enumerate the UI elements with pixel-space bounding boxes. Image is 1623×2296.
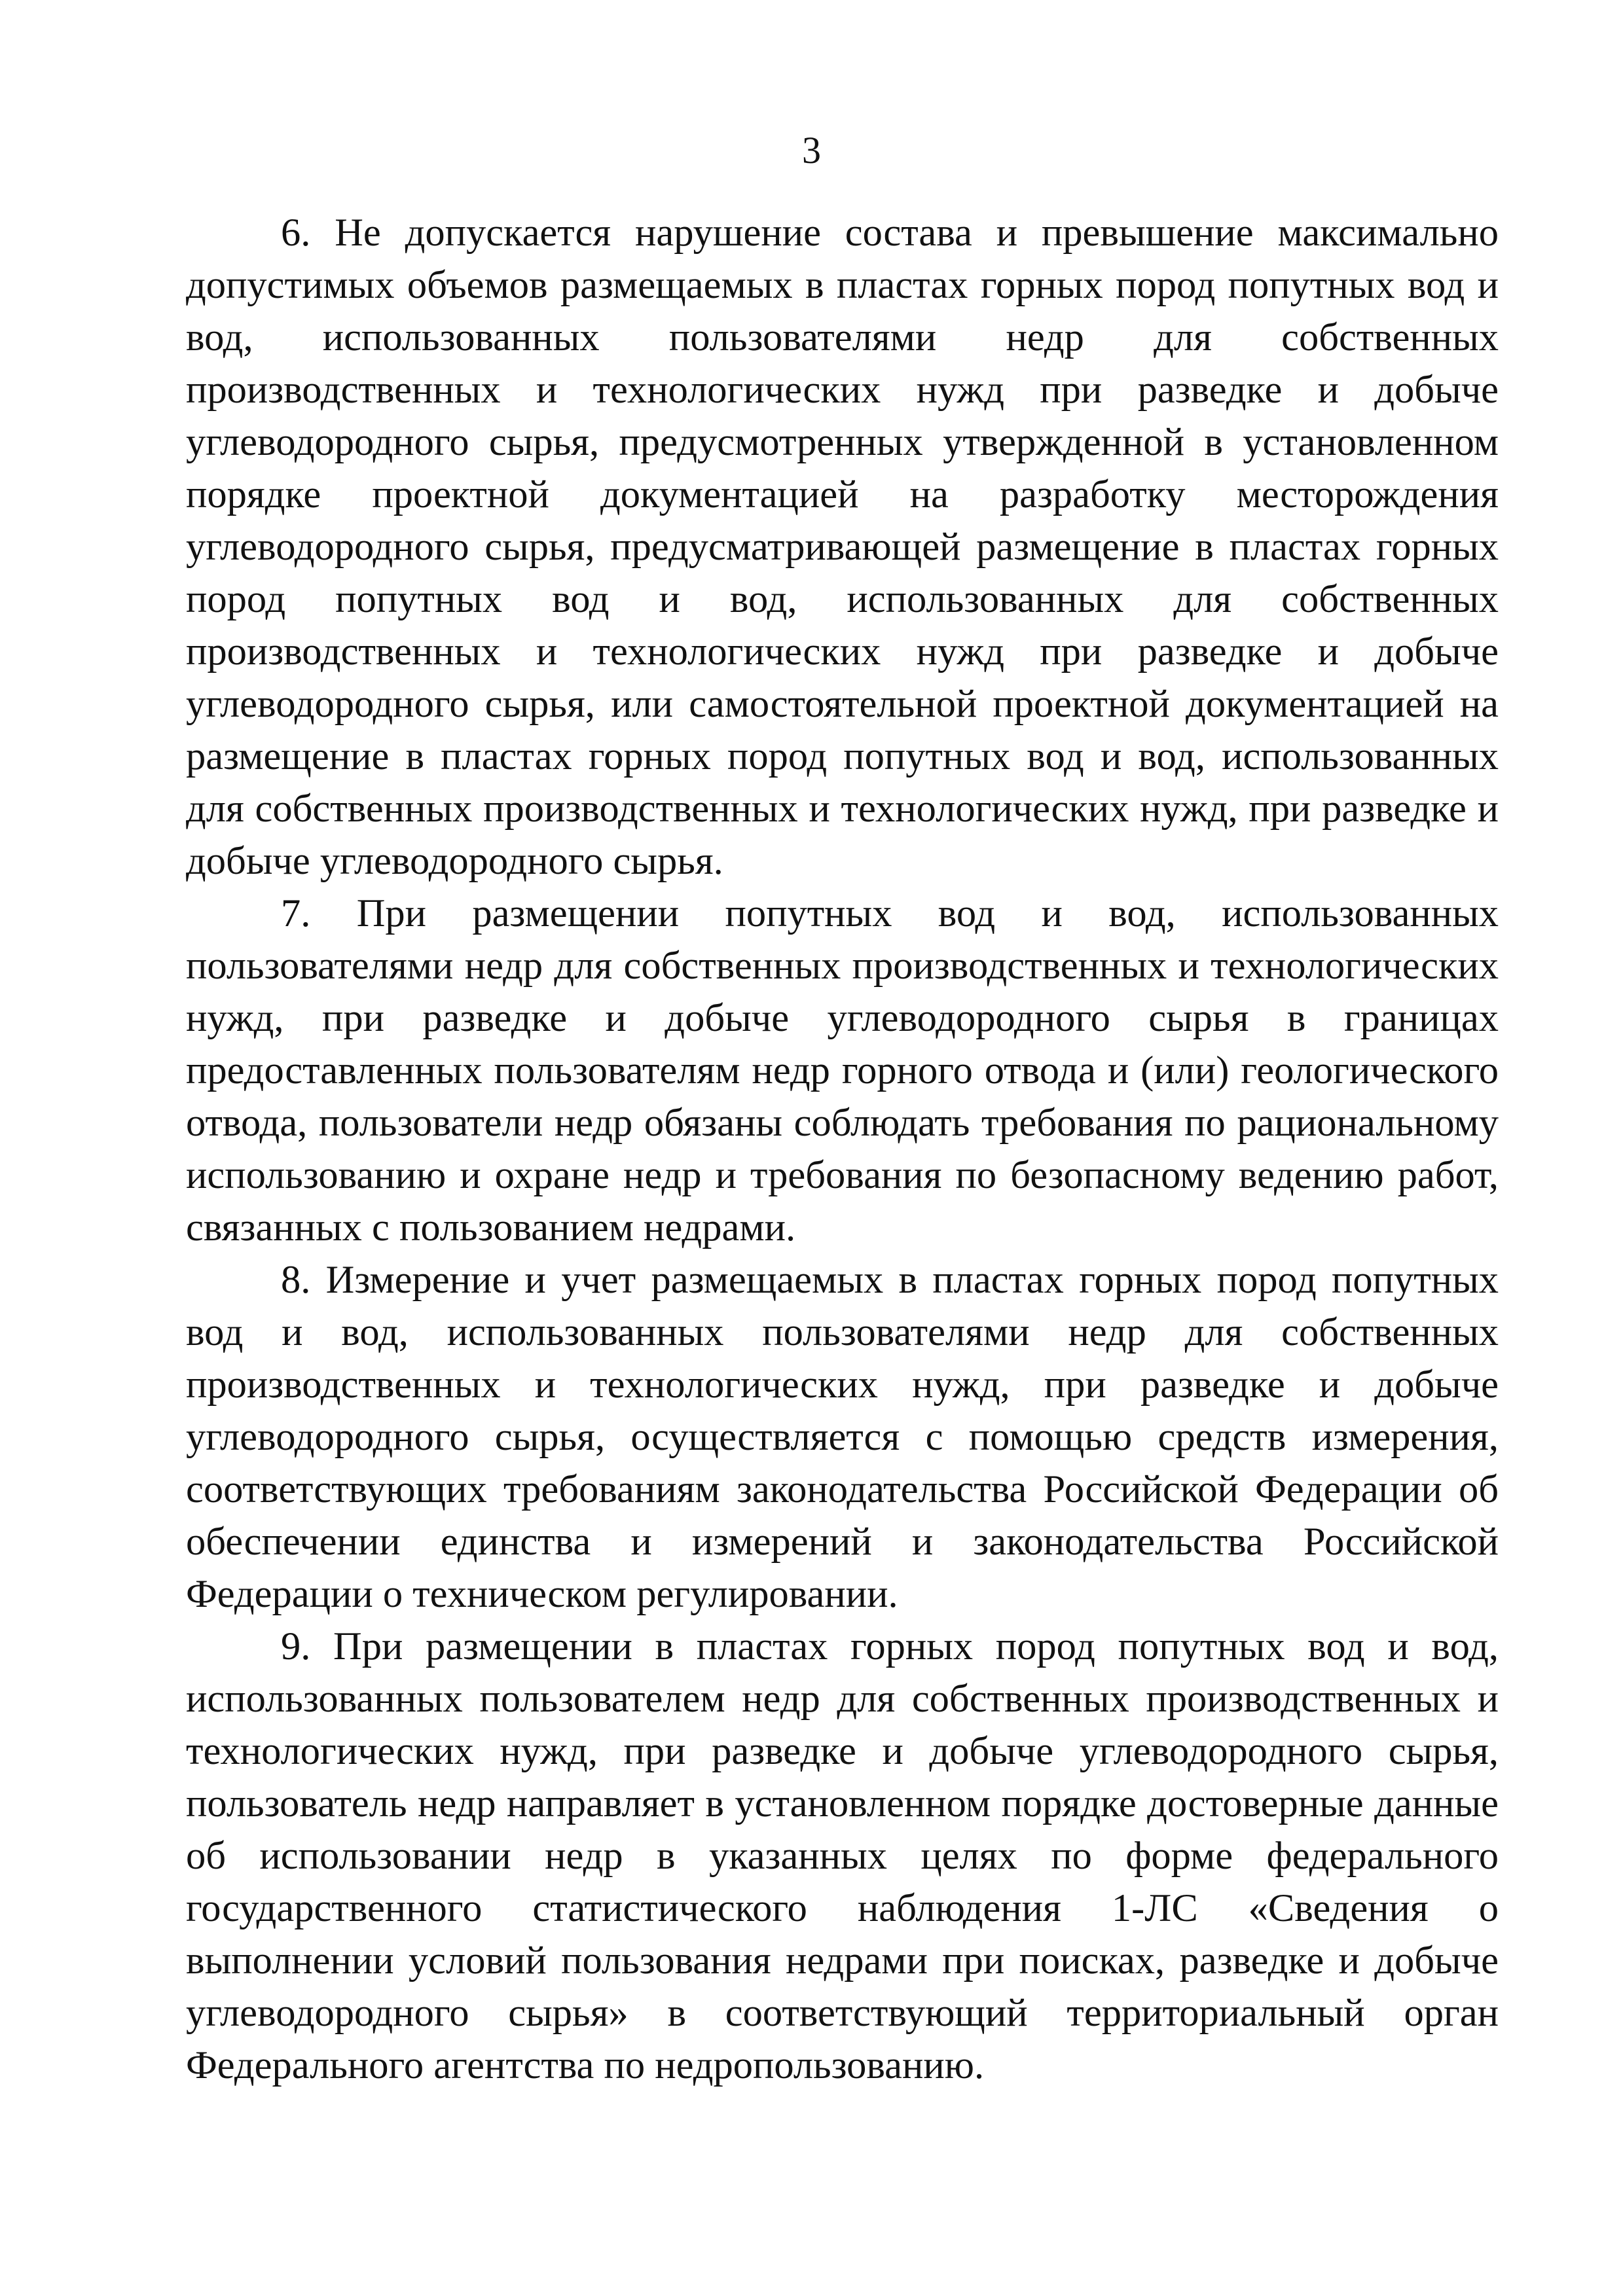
paragraph-6: 6. Не допускается нарушение состава и превышение максимально допустимых объемов размещаемых в пластах горных пород попутных вод и вод, использованных пользователями недр для собственных производственных и технологических нужд при разведке и добыче углеводородного сырья, предусмотренных утвержденной в установленном порядке проектной документацией на разработку месторождения углеводородного сырья, предусматривающей размещение в пластах горных пород попутных вод и вод, использованных для собственных производственных и технологических нужд при разведке и добыче углеводородного сырья, или самостоятельной проектной документацией на размещение в пластах горных пород попутных вод и вод, использованных для собственных производственных и технологических нужд, при разведке и добыче углеводородного сырья. bbox=[186, 211, 1499, 883]
paragraph-8: 8. Измерение и учет размещаемых в пластах горных пород попутных вод и вод, использованных пользователями недр для собственных производственных и технологических нужд, при разведке и добыче углеводородного сырья, осуществляется с помощью средств измерения, соответствующих требованиям законодательства Российской Федерации об обеспечении единства и измерений и законодательства Российской Федерации о техническом регулировании. bbox=[186, 1258, 1499, 1616]
document-body bbox=[186, 207, 1499, 2092]
page-number: 3 bbox=[802, 129, 821, 171]
paragraph-7: 7. При размещении попутных вод и вод, использованных пользователями недр для собственных производственных и технологических нужд, при разведке и добыче углеводородного сырья в границах предоставленных пользователям недр горного отвода и (или) геологического отвода, пользователи недр обязаны соблюдать требования по рациональному использованию и охране недр и требования по безопасному ведению работ, связанных с пользованием недрами. bbox=[186, 891, 1499, 1249]
paragraph-9: 9. При размещении в пластах горных пород попутных вод и вод, использованных пользователем недр для собственных производственных и технологических нужд, при разведке и добыче углеводородного сырья, пользователь недр направляет в установленном порядке достоверные данные об использовании недр в указанных целях по форме федерального государственного статистического наблюдения 1-ЛС «Сведения о выполнении условий пользования недрами при поисках, разведке и добыче углеводородного сырья» в соответствующий территориальный орган Федерального агентства по недропользованию. bbox=[186, 1624, 1499, 2087]
